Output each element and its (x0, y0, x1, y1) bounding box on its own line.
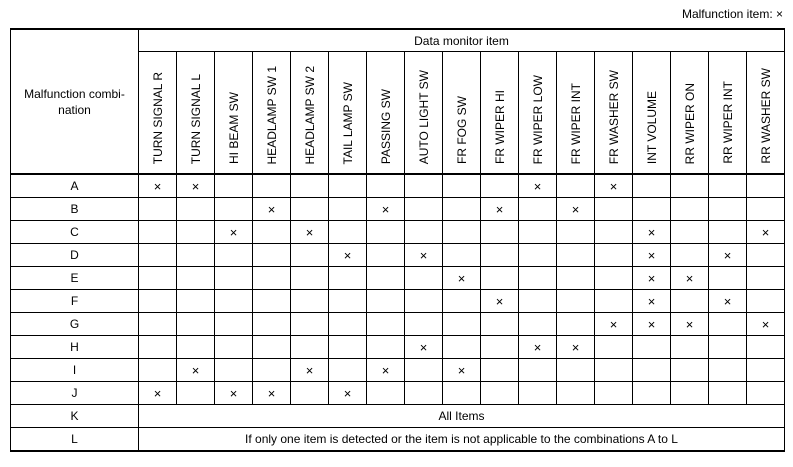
malfunction-mark-cell (367, 336, 405, 359)
malfunction-mark-cell: × (633, 244, 671, 267)
malfunction-mark-cell (177, 313, 215, 336)
malfunction-mark-cell (291, 290, 329, 313)
malfunction-mark-cell: × (557, 336, 595, 359)
malfunction-mark-cell (367, 290, 405, 313)
malfunction-mark-cell (367, 382, 405, 405)
malfunction-mark-cell (139, 359, 177, 382)
malfunction-mark-cell (557, 382, 595, 405)
malfunction-mark-cell (481, 313, 519, 336)
combo-header-line1: Malfunction combi- (24, 86, 125, 101)
malfunction-mark-cell (481, 174, 519, 198)
malfunction-mark-cell (747, 174, 785, 198)
malfunction-mark-cell (329, 336, 367, 359)
malfunction-mark-cell (481, 336, 519, 359)
item-header (329, 52, 367, 175)
row-label: J (11, 382, 139, 405)
malfunction-mark-cell (215, 336, 253, 359)
table-row (11, 198, 785, 221)
item-header-label: FR WIPER INT (568, 82, 583, 164)
malfunction-mark-cell: × (671, 267, 709, 290)
malfunction-mark-cell (557, 359, 595, 382)
malfunction-mark-cell (139, 244, 177, 267)
malfunction-mark-cell (139, 198, 177, 221)
item-header (177, 52, 215, 175)
malfunction-mark-cell (595, 198, 633, 221)
item-header-label: INT VOLUME (644, 90, 659, 164)
malfunction-mark-cell: × (367, 359, 405, 382)
malfunction-mark-cell (481, 267, 519, 290)
row-label: B (11, 198, 139, 221)
malfunction-mark-cell (747, 336, 785, 359)
row-label: F (11, 290, 139, 313)
malfunction-mark-cell (177, 290, 215, 313)
malfunction-mark-cell: × (671, 313, 709, 336)
malfunction-mark-cell (405, 198, 443, 221)
malfunction-mark-cell: × (481, 290, 519, 313)
malfunction-mark-cell (177, 244, 215, 267)
malfunction-mark-cell (671, 336, 709, 359)
malfunction-mark-cell (481, 359, 519, 382)
malfunction-mark-cell (443, 174, 481, 198)
item-header (405, 52, 443, 175)
table-row (11, 428, 785, 452)
malfunction-mark-cell (747, 198, 785, 221)
malfunction-mark-cell (215, 267, 253, 290)
malfunction-mark-cell: × (215, 382, 253, 405)
malfunction-mark-cell (177, 198, 215, 221)
malfunction-mark-cell (367, 267, 405, 290)
malfunction-mark-cell (671, 221, 709, 244)
malfunction-mark-cell (405, 290, 443, 313)
malfunction-mark-cell (519, 198, 557, 221)
malfunction-mark-cell: × (367, 198, 405, 221)
malfunction-mark-cell (671, 290, 709, 313)
malfunction-mark-cell (443, 382, 481, 405)
malfunction-mark-cell: × (633, 290, 671, 313)
table-row (11, 290, 785, 313)
item-header (367, 52, 405, 175)
malfunction-mark-cell (253, 174, 291, 198)
row-label: E (11, 267, 139, 290)
malfunction-mark-cell: × (405, 244, 443, 267)
malfunction-mark-cell (291, 313, 329, 336)
malfunction-mark-cell: × (519, 174, 557, 198)
malfunction-mark-cell (367, 221, 405, 244)
malfunction-mark-cell: × (139, 382, 177, 405)
item-header (291, 52, 329, 175)
item-header (671, 52, 709, 175)
item-header (633, 52, 671, 175)
malfunction-mark-cell (329, 198, 367, 221)
malfunction-mark-cell (747, 267, 785, 290)
malfunction-mark-cell (139, 267, 177, 290)
malfunction-mark-cell (405, 313, 443, 336)
malfunction-mark-cell (405, 174, 443, 198)
malfunction-mark-cell (329, 290, 367, 313)
malfunction-mark-cell: × (253, 198, 291, 221)
malfunction-mark-cell (747, 244, 785, 267)
malfunction-mark-cell (253, 290, 291, 313)
malfunction-mark-cell (481, 221, 519, 244)
malfunction-mark-cell (367, 244, 405, 267)
malfunction-mark-cell: × (443, 267, 481, 290)
malfunction-mark-cell (253, 267, 291, 290)
malfunction-mark-cell (443, 290, 481, 313)
malfunction-mark-cell (557, 174, 595, 198)
malfunction-mark-cell: × (253, 382, 291, 405)
malfunction-mark-cell: × (747, 313, 785, 336)
malfunction-mark-cell (253, 221, 291, 244)
malfunction-mark-cell (747, 382, 785, 405)
malfunction-mark-cell (215, 244, 253, 267)
malfunction-mark-cell (595, 290, 633, 313)
malfunction-combination-table (10, 28, 785, 452)
item-header-label: RR WIPER INT (720, 81, 735, 164)
malfunction-mark-cell (709, 336, 747, 359)
item-header-label: RR WIPER ON (682, 82, 697, 164)
malfunction-mark-cell (671, 198, 709, 221)
malfunction-mark-cell (519, 244, 557, 267)
malfunction-mark-cell (291, 336, 329, 359)
malfunction-mark-cell (747, 290, 785, 313)
row-label: L (11, 428, 139, 452)
malfunction-mark-cell (519, 382, 557, 405)
malfunction-mark-cell: × (633, 221, 671, 244)
malfunction-mark-cell (633, 336, 671, 359)
malfunction-item-legend: Malfunction item: × (681, 7, 783, 21)
malfunction-mark-cell (633, 359, 671, 382)
row-label: H (11, 336, 139, 359)
item-header (519, 52, 557, 175)
malfunction-mark-cell (443, 221, 481, 244)
malfunction-mark-cell (709, 359, 747, 382)
item-header (595, 52, 633, 175)
item-header-label: TURN SIGNAL R (150, 71, 165, 164)
malfunction-mark-cell (291, 174, 329, 198)
malfunction-mark-cell (557, 221, 595, 244)
malfunction-mark-cell (291, 267, 329, 290)
malfunction-mark-cell (139, 336, 177, 359)
item-header-label: HI BEAM SW (226, 91, 241, 164)
item-header-label: HEADLAMP SW 2 (302, 65, 317, 164)
item-header (215, 52, 253, 175)
item-header (443, 52, 481, 175)
malfunction-mark-cell (405, 359, 443, 382)
malfunction-mark-cell (519, 359, 557, 382)
malfunction-mark-cell (709, 382, 747, 405)
malfunction-mark-cell (709, 198, 747, 221)
combo-header-line2: nation (58, 102, 91, 117)
malfunction-mark-cell (519, 290, 557, 313)
malfunction-mark-cell: × (291, 359, 329, 382)
malfunction-mark-cell (329, 267, 367, 290)
malfunction-mark-cell (405, 382, 443, 405)
item-header (253, 52, 291, 175)
malfunction-mark-cell (709, 174, 747, 198)
malfunction-mark-cell (329, 359, 367, 382)
malfunction-mark-cell (177, 382, 215, 405)
row-span-text: If only one item is detected or the item is not applicable to the combinations A to L (139, 428, 785, 452)
malfunction-mark-cell: × (709, 244, 747, 267)
malfunction-mark-cell: × (595, 174, 633, 198)
malfunction-mark-cell (557, 244, 595, 267)
item-header-label: AUTO LIGHT SW (416, 69, 431, 164)
malfunction-mark-cell (557, 313, 595, 336)
row-label: D (11, 244, 139, 267)
item-header (481, 52, 519, 175)
malfunction-mark-cell (595, 382, 633, 405)
malfunction-mark-cell (329, 221, 367, 244)
malfunction-mark-cell (367, 313, 405, 336)
item-header-label: FR WIPER LOW (530, 74, 545, 164)
malfunction-mark-cell (443, 313, 481, 336)
item-header-label: HEADLAMP SW 1 (264, 65, 279, 164)
malfunction-mark-cell (709, 221, 747, 244)
malfunction-mark-cell (139, 313, 177, 336)
malfunction-mark-cell: × (557, 198, 595, 221)
item-header (557, 52, 595, 175)
malfunction-mark-cell: × (329, 244, 367, 267)
malfunction-mark-cell (481, 382, 519, 405)
malfunction-mark-cell (595, 359, 633, 382)
malfunction-mark-cell (595, 221, 633, 244)
malfunction-mark-cell (443, 198, 481, 221)
malfunction-mark-cell: × (215, 221, 253, 244)
item-header (139, 52, 177, 175)
malfunction-mark-cell: × (633, 267, 671, 290)
table-row (11, 267, 785, 290)
malfunction-mark-cell (519, 267, 557, 290)
malfunction-mark-cell (747, 359, 785, 382)
malfunction-mark-cell (253, 359, 291, 382)
malfunction-mark-cell (253, 244, 291, 267)
item-header (709, 52, 747, 175)
malfunction-mark-cell (253, 336, 291, 359)
malfunction-mark-cell: × (139, 174, 177, 198)
table-row (11, 313, 785, 336)
malfunction-mark-cell (519, 313, 557, 336)
malfunction-mark-cell (215, 290, 253, 313)
malfunction-mark-cell (215, 198, 253, 221)
malfunction-mark-cell: × (709, 290, 747, 313)
item-header-label: PASSING SW (378, 88, 393, 164)
malfunction-mark-cell (671, 244, 709, 267)
malfunction-mark-cell (177, 267, 215, 290)
table-row (11, 382, 785, 405)
data-monitor-item-header: Data monitor item (139, 29, 785, 52)
row-label: C (11, 221, 139, 244)
malfunction-mark-cell (405, 267, 443, 290)
malfunction-mark-cell (367, 174, 405, 198)
malfunction-mark-cell (633, 174, 671, 198)
item-header-label: FR FOG SW (454, 96, 469, 164)
malfunction-mark-cell: × (177, 359, 215, 382)
malfunction-mark-cell: × (747, 221, 785, 244)
malfunction-mark-cell: × (177, 174, 215, 198)
malfunction-mark-cell: × (481, 198, 519, 221)
malfunction-mark-cell (177, 221, 215, 244)
malfunction-mark-cell (329, 174, 367, 198)
malfunction-mark-cell (595, 267, 633, 290)
malfunction-mark-cell (671, 174, 709, 198)
malfunction-mark-cell: × (519, 336, 557, 359)
malfunction-mark-cell (633, 382, 671, 405)
malfunction-mark-cell (633, 198, 671, 221)
item-header-label: FR WASHER SW (606, 69, 621, 164)
malfunction-mark-cell (595, 336, 633, 359)
item-header-label: TAIL LAMP SW (340, 81, 355, 164)
malfunction-mark-cell (443, 244, 481, 267)
malfunction-mark-cell (215, 313, 253, 336)
row-label: A (11, 174, 139, 198)
table-row (11, 336, 785, 359)
row-label: K (11, 405, 139, 428)
table-row (11, 244, 785, 267)
malfunction-mark-cell (139, 221, 177, 244)
malfunction-mark-cell (405, 221, 443, 244)
malfunction-mark-cell: × (405, 336, 443, 359)
row-label: G (11, 313, 139, 336)
malfunction-mark-cell (291, 382, 329, 405)
malfunction-mark-cell (253, 313, 291, 336)
table-row (11, 221, 785, 244)
row-label: I (11, 359, 139, 382)
malfunction-combination-header (11, 29, 139, 174)
malfunction-mark-cell (709, 313, 747, 336)
malfunction-mark-cell (709, 267, 747, 290)
malfunction-mark-cell (671, 382, 709, 405)
malfunction-mark-cell: × (291, 221, 329, 244)
malfunction-mark-cell (177, 336, 215, 359)
malfunction-mark-cell (481, 244, 519, 267)
malfunction-mark-cell: × (329, 382, 367, 405)
malfunction-mark-cell (215, 359, 253, 382)
item-header-label: FR WIPER HI (492, 90, 507, 164)
table-row (11, 405, 785, 428)
malfunction-mark-cell (557, 267, 595, 290)
malfunction-mark-cell (139, 290, 177, 313)
table-row (11, 359, 785, 382)
malfunction-mark-cell (291, 198, 329, 221)
malfunction-mark-cell: × (443, 359, 481, 382)
malfunction-mark-cell: × (595, 313, 633, 336)
row-span-text: All Items (139, 405, 785, 428)
malfunction-mark-cell (671, 359, 709, 382)
malfunction-mark-cell (329, 313, 367, 336)
malfunction-mark-cell: × (633, 313, 671, 336)
malfunction-mark-cell (595, 244, 633, 267)
item-header-label: TURN SIGNAL L (188, 73, 203, 164)
item-header (747, 52, 785, 175)
table-row (11, 174, 785, 198)
malfunction-mark-cell (519, 221, 557, 244)
malfunction-mark-cell (215, 174, 253, 198)
malfunction-mark-cell (443, 336, 481, 359)
malfunction-mark-cell (557, 290, 595, 313)
item-header-label: RR WASHER SW (758, 68, 773, 164)
malfunction-mark-cell (291, 244, 329, 267)
